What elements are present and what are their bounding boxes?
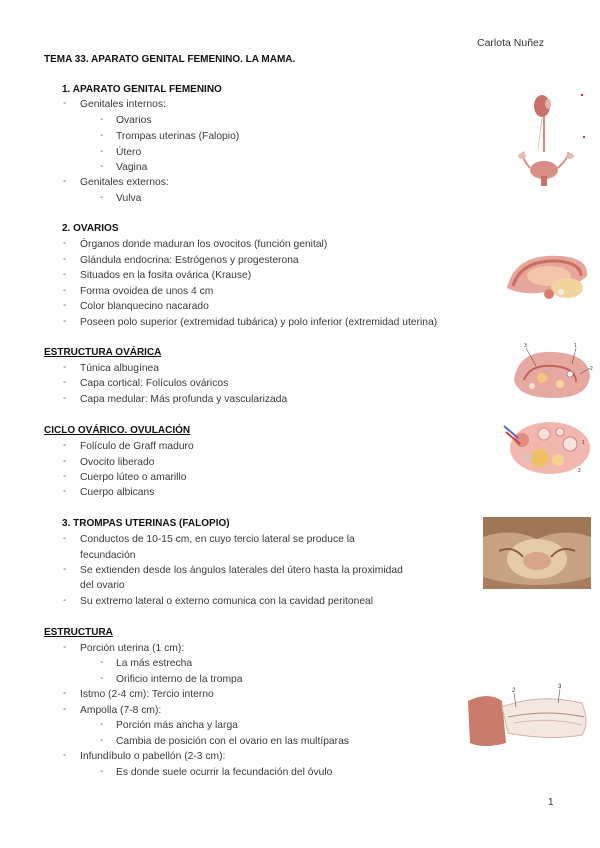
bullet-dash: - [63,269,67,280]
bullet-dash: - [63,176,67,187]
bullet-dash: - [100,114,104,125]
bullet-dash: - [63,471,67,482]
bullet-dash: - [63,362,67,373]
bullet-dash: - [100,161,104,172]
bullet-dash: - [63,486,67,497]
list-item-continuation: fecundación [80,550,136,561]
list-item: Color blanquecino nacarado [80,301,209,312]
list-item: Cuerpo albicans [80,487,155,498]
list-item: Se extienden desde los ángulos laterales del útero hasta la proximidad [80,565,403,576]
document-title: TEMA 33. APARATO GENITAL FEMENINO. LA MAMA. [44,54,296,65]
bullet-dash: - [63,456,67,467]
list-item: Folículo de Graff maduro [80,441,194,452]
list-item: Glándula endocrina: Estrógenos y progesterona [80,255,299,266]
ovary-illustration [505,248,590,308]
bullet-dash: - [63,595,67,606]
bullet-dash: - [100,130,104,141]
bullet-dash: - [63,688,67,699]
bullet-dash: - [63,98,67,109]
bullet-dash: - [100,657,104,668]
list-item: Vulva [116,193,142,204]
figure-label: 3 [558,684,562,690]
bullet-dash: - [100,192,104,203]
bullet-dash: - [100,719,104,730]
figure-label: 2 [590,366,593,372]
bullet-dash: - [63,254,67,265]
bullet-dash: - [100,673,104,684]
list-item: Genitales internos: [80,99,166,110]
bullet-dash: - [63,285,67,296]
bullet-dash: - [63,750,67,761]
bullet-dash: - [100,735,104,746]
list-item: Porción más ancha y larga [116,720,238,731]
section-heading-estructura: ESTRUCTURA [44,627,113,638]
figure-label: 3 [524,343,527,349]
bullet-dash: - [100,146,104,157]
list-item: Órganos donde maduran los ovocitos (función genital) [80,239,328,250]
author-name: Carlota Nuñez [477,37,545,49]
list-item: Es donde suele ocurrir la fecundación del óvulo [116,767,333,778]
section-heading-estructura-ovarica: ESTRUCTURA OVÁRICA [44,347,162,358]
list-item: Útero [116,147,142,158]
list-item: Poseen polo superior (extremidad tubárica) y polo inferior (extremidad uterina) [80,317,438,328]
list-item: Conductos de 10-15 cm, en cuyo tercio lateral se produce la [80,534,355,545]
list-item: Cuerpo lúteo o amarillo [80,472,187,483]
list-item: Vagina [116,162,148,173]
figure-label: 2 [512,688,516,694]
list-item: Orificio interno de la trompa [116,674,243,685]
bullet-dash: - [63,704,67,715]
bullet-dash: - [63,533,67,544]
list-item: Trompas uterinas (Falopio) [116,131,240,142]
list-item: Ampolla (7-8 cm): [80,705,162,716]
page-number: 1 [548,797,554,808]
ovarian-cycle-illustration [500,416,595,478]
list-item: Ovocito liberado [80,457,155,468]
list-item: Genitales externos: [80,177,169,188]
figure-label: 2 [578,468,581,474]
list-item: Ovarios [116,115,152,126]
figure-label: 1 [574,343,577,349]
list-item: Situados en la fosita ovárica (Krause) [80,270,252,281]
genital-system-illustration [512,90,592,190]
bullet-dash: - [63,564,67,575]
bullet-dash: - [63,393,67,404]
list-item: Infundíbulo o pabellón (2-3 cm): [80,751,226,762]
list-item: Istmo (2-4 cm): Tercio interno [80,689,214,700]
list-item: Su extremo lateral o externo comunica con la cavidad peritoneal [80,596,374,607]
bullet-dash: - [63,440,67,451]
pelvis-photo-illustration [483,517,591,589]
list-item: Forma ovoidea de unos 4 cm [80,286,214,297]
bullet-dash: - [63,238,67,249]
figure-label: 1 [582,440,585,446]
list-item: Capa medular: Más profunda y vascularizada [80,394,288,405]
bullet-dash: - [63,642,67,653]
list-item: Porción uterina (1 cm): [80,643,185,654]
uterine-tube-illustration [458,683,594,755]
section-heading-ovarios: 2. OVARIOS [62,223,119,234]
list-item: Túnica albugínea [80,363,160,374]
list-item: La más estrecha [116,658,193,669]
list-item-continuation: del ovario [80,580,125,591]
bullet-dash: - [63,300,67,311]
bullet-dash: - [63,377,67,388]
list-item: Cambia de posición con el ovario en las multíparas [116,736,349,747]
section-heading-ciclo-ovarico: CICLO OVÁRICO. OVULACIÓN [44,425,191,436]
section-heading-trompas: 3. TROMPAS UTERINAS (FALOPIO) [62,518,230,529]
ovarian-structure-illustration [510,340,595,402]
list-item: Capa cortical: Folículos ováricos [80,378,229,389]
bullet-dash: - [100,766,104,777]
bullet-dash: - [63,316,67,327]
section-heading-aparato: 1. APARATO GENITAL FEMENINO [62,84,222,95]
